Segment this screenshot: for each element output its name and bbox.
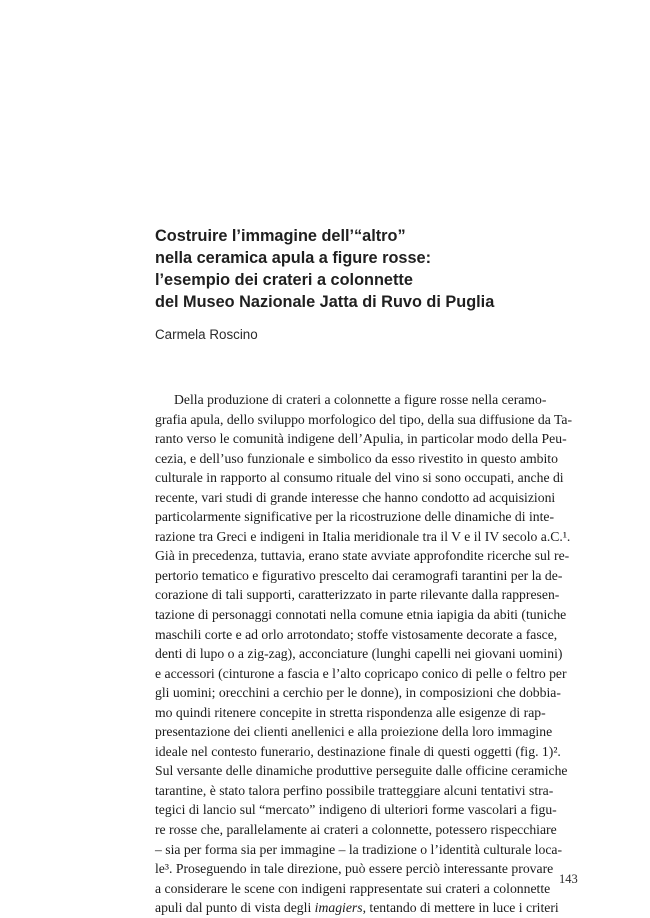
text-line: e accessori (cinturone a fascia e l’alto copricapo conico di pelle o feltro per [155,665,567,681]
text-line: maschili corte e ad orlo arrotondato; stoffe vistosamente decorate a fasce, [155,626,558,642]
page-number: 143 [559,872,578,886]
text-line: grafia apula, dello sviluppo morfologico del tipo, della sua diffusione da Ta- [155,411,573,427]
text-line: mo quindi ritenere concepite in stretta rispondenza alle esigenze di rap- [155,704,546,720]
author-name: Carmela Roscino [155,327,258,342]
text-line: le³. Proseguendo in tale direzione, può essere perciò interessante provare [155,861,554,877]
text-line: ranto verso le comunità indigene dell’Apulia, in particolar modo della Peu- [155,431,567,447]
title-line: del Museo Nazionale Jatta di Ruvo di Puglia [155,293,495,311]
text-line: tegici di lancio sul “mercato” indigeno di ulteriori forme vascolari a figu- [155,802,557,818]
text-line: corazione di tali supporti, caratterizzato in parte rilevante dalla rappresen- [155,587,560,603]
text-line: tarantine, è stato talora perfino possibile tratteggiare alcuni tentativi stra- [155,782,554,798]
text-line: Già in precedenza, tuttavia, erano state avviate approfondite ricerche sul re- [155,548,570,564]
text-line: Sul versante delle dinamiche produttive perseguite dalle officine ceramiche [155,763,568,779]
body-paragraph [155,390,575,918]
text-line: a considerare le scene con indigeni rappresentate sui crateri a colonnette [155,880,551,896]
title-line: nella ceramica apula a figure rosse: [155,249,432,267]
text-line: – sia per forma sia per immagine – la tradizione o l’identità culturale loca- [155,841,563,857]
text-line: razione tra Greci e indigeni in Italia meridionale tra il V e il IV secolo a.C.¹. [155,528,571,544]
article-title [155,225,575,313]
text-line: particolarmente significative per la ricostruzione delle dinamiche di inte- [155,509,555,525]
text-line: recente, vari studi di grande interesse che hanno condotto ad acquisizioni [155,489,556,505]
text-line: pertorio tematico e figurativo prescelto dai ceramografi tarantini per la de- [155,567,563,583]
text-line: denti di lupo o a zig-zag), acconciature (lunghi capelli nei giovani uomini) [155,646,563,662]
title-line: l’esempio dei crateri a colonnette [155,271,413,289]
text-line: gli uomini; orecchini a cerchio per le donne), in composizioni che dobbia- [155,685,561,701]
text-line: re rosse che, parallelamente ai crateri a colonnette, potessero rispecchiare [155,822,557,838]
text-line: ideale nel contesto funerario, destinazione finale di questi oggetti (fig. 1)². [155,743,561,759]
title-line: Costruire l’immagine dell’“altro” [155,227,406,245]
text-line: apuli dal punto di vista degli imagiers, tentando di mettere in luce i criteri [155,900,559,916]
text-line: Della produzione di crateri a colonnette a figure rosse nella ceramo- [174,392,547,407]
text-line: tazione di personaggi connotati nella comune etnia iapigia da abiti (tuniche [155,607,567,623]
text-line: cezia, e dell’uso funzionale e simbolico da esso rivestito in questo ambito [155,450,558,466]
text-line: culturale in rapporto al consumo rituale del vino si sono occupati, anche di [155,470,564,486]
text-line: presentazione dei clienti anellenici e alla proiezione della loro immagine [155,724,553,740]
